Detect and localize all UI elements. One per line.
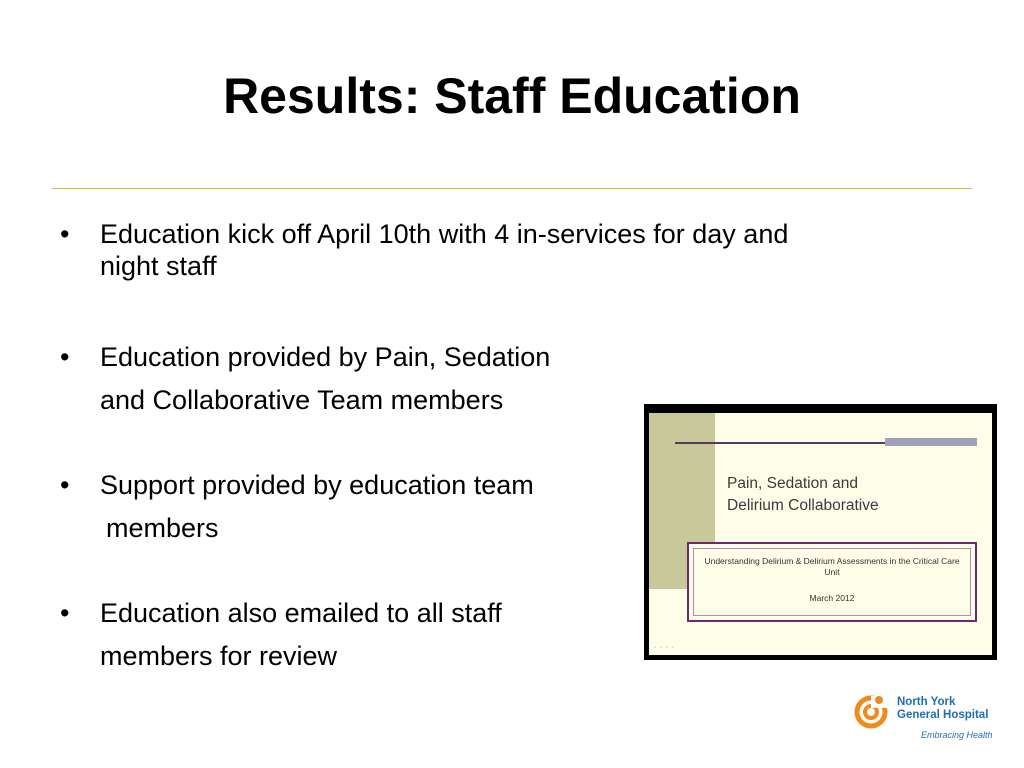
- bullet-text: Education kick off April 10th with 4 in-services for day and: [100, 219, 789, 249]
- bullet-text: Education also emailed to all staff: [100, 598, 502, 628]
- bullet-text: Education provided by Pain, Sedation: [100, 342, 551, 372]
- bullet-text-continued: and Collaborative Team members: [100, 385, 504, 415]
- bullet-marker: •: [60, 470, 70, 500]
- thumbnail-date: March 2012: [809, 593, 855, 603]
- bullet-marker: •: [60, 598, 70, 628]
- slide-title: Results: Staff Education: [223, 68, 801, 124]
- bullet-marker: •: [60, 219, 70, 249]
- thumbnail-accent-bar: [885, 438, 977, 446]
- thumbnail-subtitle: Understanding Delirium & Delirium Assessments in the Critical Care Unit: [704, 556, 960, 577]
- bullet-text-continued: members: [106, 513, 219, 543]
- thumbnail-heading: [727, 473, 977, 517]
- logo-name-line: General Hospital: [897, 709, 989, 721]
- title-divider: [52, 188, 972, 189]
- thumbnail-heading-line: Delirium Collaborative: [727, 497, 879, 514]
- bullet-text: Support provided by education team: [100, 470, 534, 500]
- bullet-item: [56, 218, 960, 282]
- hospital-logo: [854, 694, 1004, 744]
- thumbnail-canvas: [649, 413, 992, 655]
- slide-thumbnail: [644, 404, 997, 660]
- logo-tagline: Embracing Health: [921, 730, 993, 740]
- logo-swirl-icon: [854, 694, 894, 730]
- bullet-marker: •: [60, 342, 70, 372]
- bullet-text-continued: members for review: [100, 641, 338, 671]
- thumbnail-subtitle-box: [687, 542, 977, 622]
- logo-name-line: North York: [897, 696, 956, 708]
- logo-name: [897, 696, 988, 722]
- thumbnail-heading-line: Pain, Sedation and: [727, 475, 858, 492]
- thumbnail-footer-mark: ▪ ▪ ▪ ▪: [654, 645, 675, 651]
- spacer: [56, 282, 956, 336]
- bullet-text-continued: night staff: [100, 251, 217, 281]
